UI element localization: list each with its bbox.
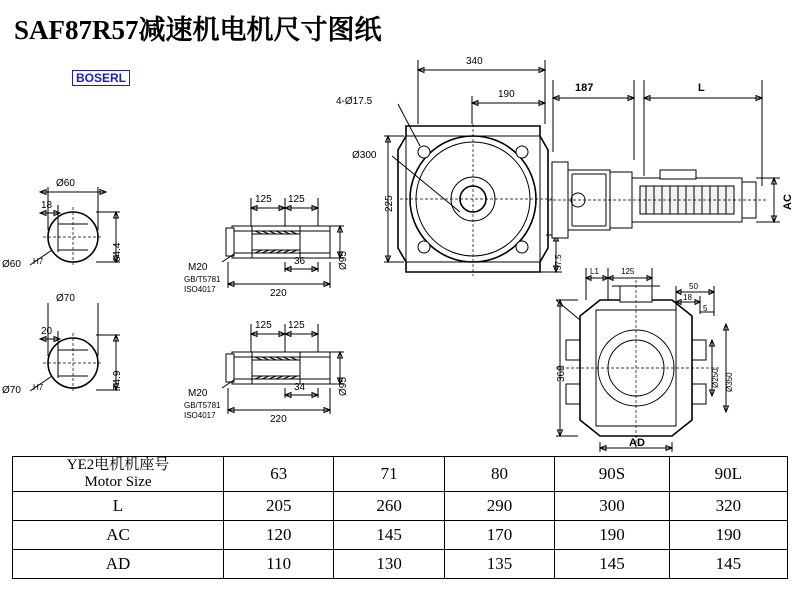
dim-shaft1-d60: Ø60 (56, 178, 75, 189)
dim-key1-125a: 125 (255, 194, 272, 205)
table-size-4: 90L (669, 457, 787, 492)
page-title: SAF87R57减速机电机尺寸图纸 (14, 15, 382, 45)
table-row-label-AD: AD (13, 550, 224, 579)
table-header-en: Motor Size (84, 474, 152, 490)
dim-AC: AC (782, 194, 794, 210)
table-row (13, 521, 788, 550)
dim-shaft1-18: 18 (41, 200, 53, 211)
dim-key2-34: 34 (294, 382, 306, 393)
dim-shaft2-d70: Ø70 (56, 293, 75, 304)
label-key1-std1: GB/T5781 (184, 275, 221, 284)
dim-bottom-50: 50 (689, 282, 698, 291)
table-cell-L-0: 205 (224, 492, 334, 521)
table-cell-AD-1: 130 (334, 550, 444, 579)
dim-bottom-5: 5 (703, 304, 708, 313)
table-row (13, 550, 788, 579)
dim-AD: AD (629, 437, 645, 449)
dim-shaft2-20: 20 (41, 326, 53, 337)
table-cell-AC-4: 190 (669, 521, 787, 550)
dim-key1-220: 220 (270, 288, 287, 299)
table-size-2: 80 (444, 457, 554, 492)
table-header-cell (13, 457, 224, 492)
dim-368: 368 (556, 365, 567, 382)
brand-logo: BOSERL (72, 70, 130, 86)
dim-d350: Ø350 (725, 372, 734, 392)
gearbox-front-view (384, 60, 762, 276)
dim-key1-36: 36 (294, 256, 306, 267)
table-cell-L-3: 300 (555, 492, 669, 521)
dim-key1-125b: 125 (288, 194, 305, 205)
table-cell-AD-0: 110 (224, 550, 334, 579)
dim-key2-125b: 125 (288, 320, 305, 331)
dim-shaft2-74-9: 74.9 (112, 370, 123, 390)
dim-bottom-18: 18 (683, 293, 692, 302)
dim-main-190: 190 (498, 89, 515, 100)
flange-bottom-view (556, 268, 729, 452)
motor-size-table (12, 456, 788, 579)
table-cell-AC-1: 145 (334, 521, 444, 550)
dim-bottom-125: 125 (621, 267, 635, 276)
shaft-view-60 (30, 187, 120, 267)
table-cell-AC-0: 120 (224, 521, 334, 550)
dim-225: 225 (384, 195, 395, 212)
dim-37-5: 37.5 (554, 254, 563, 270)
motor-side-view (548, 162, 780, 238)
dim-main-L: L (698, 82, 705, 94)
hollow-shaft-assembly-1 (222, 198, 344, 288)
table-size-0: 63 (224, 457, 334, 492)
table-cell-L-2: 290 (444, 492, 554, 521)
label-key2-std1: GB/T5781 (184, 401, 221, 410)
dim-L1: L1 (590, 267, 599, 276)
dim-shaft1-64-4: 64.4 (112, 242, 123, 262)
table-cell-AD-3: 145 (555, 550, 669, 579)
table-cell-AC-3: 190 (555, 521, 669, 550)
table-cell-L-4: 320 (669, 492, 787, 521)
label-key2-std2: ISO4017 (184, 411, 216, 420)
dim-shaft2-h7: H7 (33, 383, 44, 392)
table-header-cn: YE2电机机座号 (66, 457, 170, 473)
hollow-shaft-assembly-2 (222, 324, 344, 414)
dim-key2-125a: 125 (255, 320, 272, 331)
label-key1-std2: ISO4017 (184, 285, 216, 294)
table-row-header (13, 457, 788, 492)
dim-shaft2-d70h7: Ø70 (2, 385, 21, 396)
table-size-3: 90S (555, 457, 669, 492)
table-cell-AC-2: 170 (444, 521, 554, 550)
dim-shaft1-h7: H7 (33, 257, 44, 266)
table-cell-AD-4: 145 (669, 550, 787, 579)
dim-key1-d95: Ø95 (338, 251, 349, 270)
table-row (13, 492, 788, 521)
dim-flange-d300: Ø300 (352, 150, 377, 161)
dim-main-340: 340 (466, 56, 483, 67)
label-key1-m20: M20 (188, 262, 208, 273)
dim-d250: Ø250 (711, 368, 720, 388)
dim-key2-220: 220 (270, 414, 287, 425)
table-cell-AD-2: 135 (444, 550, 554, 579)
table-row-label-AC: AC (13, 521, 224, 550)
label-key2-m20: M20 (188, 388, 208, 399)
table-row-label-L: L (13, 492, 224, 521)
dim-holes: 4-Ø17.5 (336, 96, 373, 107)
dim-main-187: 187 (575, 82, 594, 94)
dim-key2-d95: Ø95 (338, 377, 349, 396)
table-size-1: 71 (334, 457, 444, 492)
shaft-view-70 (30, 303, 120, 393)
dim-shaft1-d60h7: Ø60 (2, 259, 21, 270)
table-cell-L-1: 260 (334, 492, 444, 521)
